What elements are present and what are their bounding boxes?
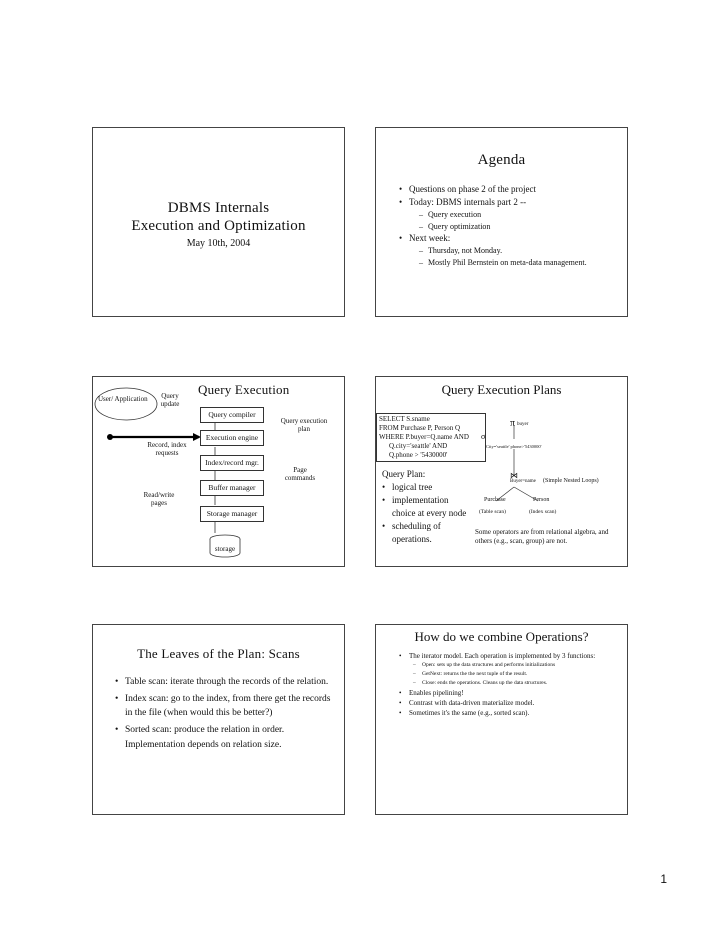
- user-app-ellipse: [95, 388, 157, 420]
- slide-agenda: [375, 127, 628, 317]
- scans-item: • Sorted scan: produce the relation in order. Implementation depends on relation size.: [115, 723, 337, 752]
- query-update-label: Query update: [160, 392, 180, 409]
- slide-combine-operations: [375, 624, 628, 815]
- person-method: (Index scan): [529, 509, 557, 515]
- combine-subitem: – Open: sets up the data structures and performs initializations: [413, 661, 621, 670]
- operators-note: Some operators are from relational algebra, and others (e.g., scan, group) are not.: [475, 528, 609, 546]
- title-line-1: DBMS Internals: [167, 200, 270, 216]
- combine-item: • Enables pipelining!: [399, 688, 621, 698]
- execution-engine-box: Execution engine: [200, 430, 264, 446]
- scans-list: [115, 675, 337, 753]
- slide-query-execution: [92, 376, 345, 567]
- combine-title: How do we combine Operations?: [414, 629, 589, 644]
- agenda-list: [399, 183, 621, 269]
- projection-attr: buyer: [517, 422, 529, 427]
- selection-symbol: σ: [481, 432, 486, 441]
- query-compiler-box: Query compiler: [200, 407, 264, 423]
- agenda-subitem: – Mostly Phil Bernstein on meta-data management.: [419, 257, 588, 269]
- combine-item: • Contrast with data-driven materialize model.: [399, 698, 621, 708]
- purchase-method: (Table scan): [479, 509, 506, 515]
- title-line-2: Execution and Optimization: [131, 218, 306, 234]
- read-write-label: Read/write pages: [143, 491, 175, 508]
- plan-bullet: • scheduling of operations.: [382, 520, 470, 546]
- buffer-manager-box: Buffer manager: [200, 480, 264, 496]
- qep-title: Query Execution Plans: [441, 382, 562, 397]
- slide-query-plans: [375, 376, 628, 567]
- combine-list: [399, 651, 621, 718]
- slide-scans: [92, 624, 345, 815]
- qe-title: Query Execution: [198, 382, 290, 397]
- agenda-subitem: – Query execution: [419, 209, 621, 221]
- agenda-item: • Today: DBMS internals part 2 --: [399, 196, 621, 209]
- exec-plan-label: Query execution plan: [280, 417, 328, 434]
- scans-item: • Index scan: go to the index, from there get the records in the file (when would this be better?): [115, 692, 337, 721]
- combine-item: • Sometimes it's the same (e.g., sorted scan).: [399, 708, 621, 718]
- scans-item: • Table scan: iterate through the records of the relation.: [115, 675, 337, 690]
- agenda-title: Agenda: [477, 152, 526, 168]
- page-commands-label: Page commands: [284, 466, 316, 483]
- projection-symbol: π: [510, 418, 516, 429]
- index-mgr-box: Index/record mgr.: [200, 455, 264, 471]
- agenda-item: • Questions on phase 2 of the project: [399, 183, 621, 196]
- plan-bullet: • implementation choice at every node: [382, 494, 470, 520]
- plan-bullet: • logical tree: [382, 481, 470, 494]
- agenda-subitem: – Query optimization: [419, 221, 621, 233]
- agenda-subitem: – Thursday, not Monday.: [419, 245, 621, 257]
- join-method: (Simple Nested Loops): [543, 478, 599, 484]
- join-condition: Buyer=name: [510, 479, 536, 484]
- slide-title: [92, 127, 345, 317]
- combine-subitem: – GetNext: returns the the next tuple of the result.: [413, 670, 621, 679]
- join-symbol: ⋈: [510, 471, 518, 480]
- combine-item: • The iterator model. Each operation is implemented by 3 functions:: [399, 651, 621, 661]
- combine-subitem: – Close: ends the operations. Cleans up the data structures.: [413, 679, 621, 688]
- purchase-node: Purchase: [484, 497, 506, 503]
- agenda-item: • Next week:: [399, 232, 621, 245]
- person-node: Person: [533, 497, 550, 503]
- page-number: 1: [660, 872, 667, 886]
- record-index-label: Record, index requests: [147, 441, 187, 458]
- selection-condition: City='seattle' phone>'5430000': [486, 444, 542, 449]
- user-app-label: User/ Application: [98, 395, 148, 403]
- sql-query-box: SELECT S.sname FROM Purchase P, Person Q WHERE P.buyer=Q.name AND Q.city='seattle' AND Q.phone > '5430000': [376, 413, 486, 462]
- storage-manager-box: Storage manager: [200, 506, 264, 522]
- plan-description: [382, 468, 470, 546]
- title-date: May 10th, 2004: [186, 238, 251, 249]
- plan-label: Query Plan:: [382, 469, 426, 479]
- scans-title: The Leaves of the Plan: Scans: [137, 646, 300, 661]
- storage-label: storage: [214, 545, 236, 553]
